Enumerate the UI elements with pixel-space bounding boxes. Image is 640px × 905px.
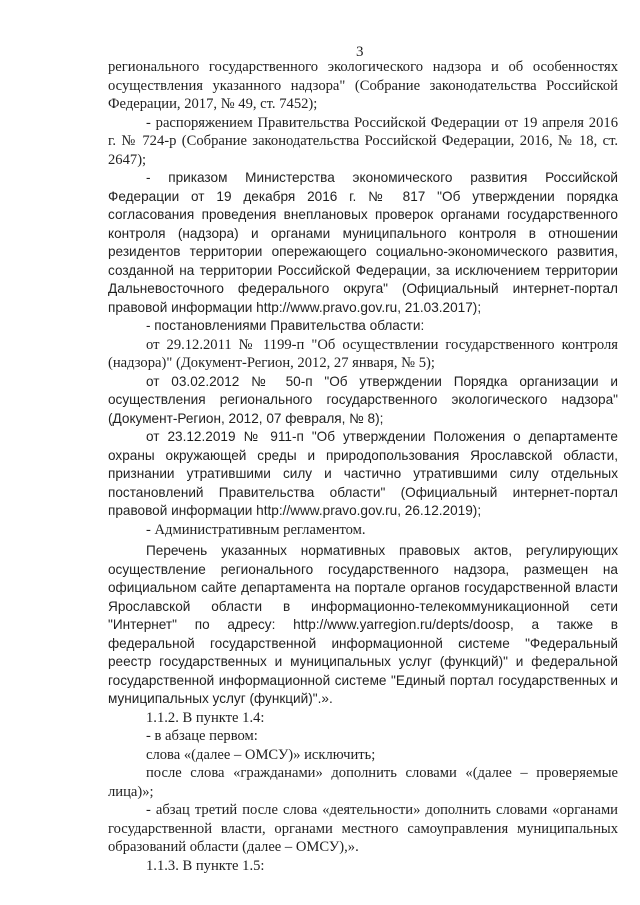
paragraph-resolution-1199: от 29.12.2011 № 1199-п "Об осуществлении государственного контроля (надзора)" (Документ-Регион, 2012, 27 января, № 5); <box>108 336 618 371</box>
paragraph-continuation: регионального государственного экологического надзора и об особенностях осуществления указанного надзора" (Собрание законодательства Российской Федерации, 2017, № 49, ст. 7452); <box>108 59 618 112</box>
paragraph-administrative-regulation: - Административным регламентом. <box>146 521 366 538</box>
paragraph-third-subparagraph: - абзац третий после слова «деятельности» дополнить словами «органами государственной власти, органами местного самоуправления муниципальных образований области (далее – ОМСУ),». <box>108 802 618 855</box>
document-body <box>108 58 618 875</box>
paragraph-regional-resolutions: - постановлениями Правительства области: <box>146 318 425 333</box>
paragraph-after-word-citizens: после слова «гражданами» дополнить словами «(далее – проверяемые лица)»; <box>108 765 618 800</box>
paragraph-clause-1-1-2: 1.1.2. В пункте 1.4: <box>146 709 265 726</box>
paragraph-resolution-50: от 03.02.2012 № 50-п "Об утверждении Порядка организации и осуществления регионального государственного экологического надзора" (Документ-Регион, 2012, 07 февраля, № 8); <box>108 373 618 426</box>
paragraph-government-order: - распоряжением Правительства Российской Федерации от 19 апреля 2016 г. № 724-р (Собрание законодательства Российской Федерации, 2016, № 18, ст. 2647); <box>108 114 618 168</box>
page-number: 3 <box>356 44 364 60</box>
paragraph-resolution-911: от 23.12.2019 № 911-п "Об утверждении Положения о департаменте охраны окружающей среды и природопользования Ярославской области, признании утратившими силу и частично утратившими силу отдельных постановлений Правительства области" (Официальный интернет-портал правовой информации http://www.pravo.gov.ru, 26.12.2019); <box>108 429 618 518</box>
paragraph-list-of-acts: Перечень указанных нормативных правовых актов, регулирующих осуществление регионального государственного надзора, размещен на официальном сайте департамента на портале органов государственной власти Ярославской области в информационно-телекоммуникационной сети "Интернет" по адресу: http://www.yarregion.ru/depts/doosp, а также в федеральной государственной информационной системе "Федеральный реестр государственных и муниципальных услуг (функций)" и федеральной государственной информационной системе "Единый портал государственных и муниципальных услуг (функций)".». <box>108 543 618 706</box>
paragraph-first-subparagraph: - в абзаце первом: <box>146 728 258 744</box>
paragraph-ministry-order: - приказом Министерства экономического развития Российской Федерации от 19 декабря 2016 г. № 817 "Об утверждении порядка согласования проведения внеплановых проверок органами государственного контроля (надзора) и органами муниципального контроля в отношении резидентов территории опережающего социально-экономического развития, созданной на территории Российской Федерации, за исключением территории Дальневосточного федерального округа" (Официальный интернет-портал правовой информации http://www.pravo.gov.ru, 21.03.2017); <box>108 170 618 315</box>
paragraph-delete-words: слова «(далее – ОМСУ)» исключить; <box>146 746 376 763</box>
paragraph-clause-1-1-3: 1.1.3. В пункте 1.5: <box>146 857 265 874</box>
